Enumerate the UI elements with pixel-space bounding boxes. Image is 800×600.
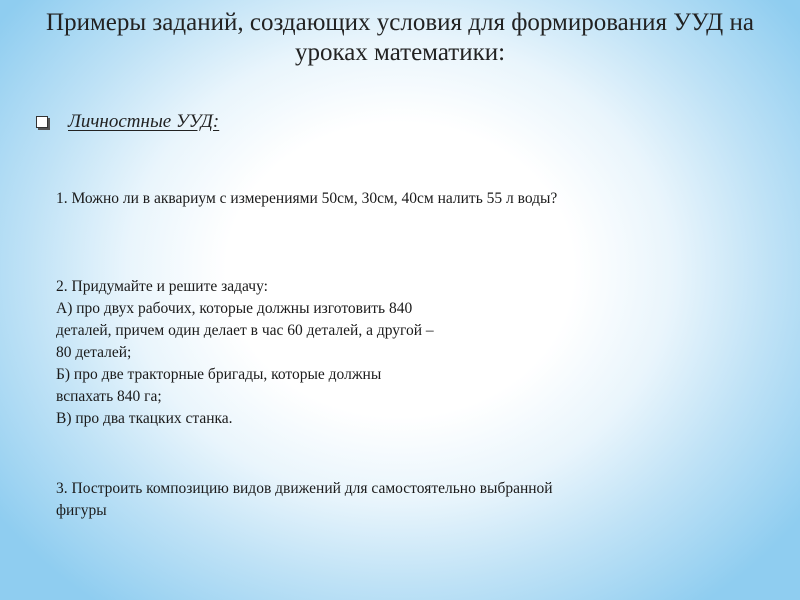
task-1-line-1: 1. Можно ли в аквариум с измерениями 50см, 30см, 40см налить 55 л воды? bbox=[56, 190, 558, 207]
task-2-line-4: 80 деталей; bbox=[56, 344, 132, 361]
task-2-line-7: В) про два ткацких станка. bbox=[56, 410, 233, 427]
task-2-line-1: 2. Придумайте и решите задачу: bbox=[56, 278, 268, 295]
task-2-line-6: вспахать 840 га; bbox=[56, 388, 162, 405]
section-heading bbox=[36, 110, 219, 134]
task-3-line-2: фигуры bbox=[56, 502, 107, 519]
task-3 bbox=[56, 478, 553, 522]
checkbox-bullet-icon bbox=[36, 116, 48, 128]
slide-title-line-1: Примеры заданий, создающих условия для формирования УУД на bbox=[46, 9, 754, 36]
section-heading-label: Личностные УУД: bbox=[68, 111, 220, 132]
task-2-line-3: деталей, причем один делает в час 60 деталей, а другой – bbox=[56, 322, 434, 339]
slide-title bbox=[0, 8, 800, 68]
slide-title-line-2: уроках математики: bbox=[294, 39, 506, 66]
task-3-line-1: 3. Построить композицию видов движений для самостоятельно выбранной bbox=[56, 480, 553, 497]
task-2 bbox=[56, 276, 434, 430]
task-2-line-5: Б) про две тракторные бригады, которые должны bbox=[56, 366, 382, 383]
task-2-line-2: А) про двух рабочих, которые должны изготовить 840 bbox=[56, 300, 413, 317]
task-1 bbox=[56, 188, 557, 210]
